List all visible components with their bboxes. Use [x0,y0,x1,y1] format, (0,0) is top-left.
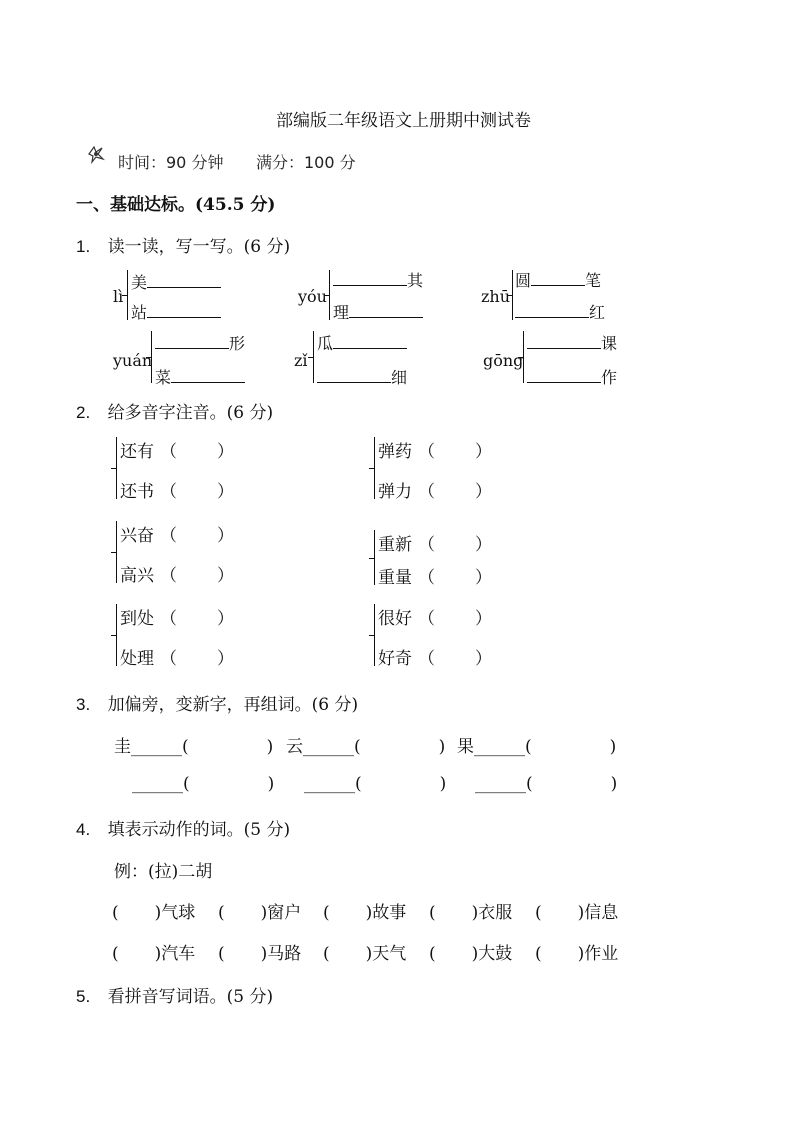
word-item: 瓜 [317,331,407,354]
question-3-title [76,690,358,715]
brace [313,331,314,383]
radical-item: ______( ) [304,774,447,794]
page-title: 部编版二年级语文上册期中测试卷 [276,111,531,131]
question-number: 5. [76,987,91,1006]
polyphone-item: 处理 （ ） [120,649,234,669]
word-item: 菜 [155,365,245,388]
word-item: 其 [333,268,423,291]
polyphone-item: 弹力 （ ） [378,482,492,502]
polyphone-item: 高兴 （ ） [120,566,234,586]
pinyin-label: lì [113,287,124,306]
question-label: 读一读，写一写。(6 分) [107,237,291,257]
question-number: 2. [76,403,91,422]
pinyin-label: zǐ [294,351,308,370]
word-item: 红 [515,300,605,323]
radical-item: ______( ) [132,774,275,794]
question-2-title [76,398,273,423]
polyphone-item: 兴奋 （ ） [120,526,234,546]
brace [374,530,375,585]
question-label: 看拼音写词语。(5 分) [107,987,274,1007]
radical-item: 云______( ) [286,737,446,757]
word-item: 圆 笔 [515,271,602,290]
word-item: 站 [131,300,221,323]
question-label: 填表示动作的词。(5 分) [107,820,291,840]
pinyin-label: yuán [113,351,153,370]
verb-item: ( )天气 [323,944,407,964]
word-item: 作 [527,365,617,388]
word-item: 理 [333,300,423,323]
question-number: 3. [76,695,91,714]
verb-item: ( )汽车 [112,944,196,964]
brace [523,331,524,383]
verb-item: ( )作业 [535,944,619,964]
section-heading: 一、基础达标。(45.5 分) [76,195,276,215]
pinyin-label: zhū [481,287,511,306]
radical-item: 果______( ) [457,737,617,757]
brace [329,270,330,320]
verb-item: ( )故事 [323,903,407,923]
word-item: 形 [155,331,245,354]
radical-item: 圭______( ) [114,737,274,757]
verb-item: ( )衣服 [429,903,513,923]
brace [116,437,117,499]
question-label: 给多音字注音。(6 分) [107,403,274,423]
polyphone-item: 还有 （ ） [120,442,234,462]
verb-item: ( )气球 [112,903,196,923]
polyphone-item: 弹药 （ ） [378,442,492,462]
pinyin-label: yóu [298,287,327,306]
brace [151,331,152,383]
decorative-icon [86,144,106,168]
question-label: 加偏旁，变新字，再组词。(6 分) [107,695,359,715]
verb-item: ( )大鼓 [429,944,513,964]
verb-item: ( )马路 [218,944,302,964]
brace [374,437,375,499]
radical-item: ______( ) [475,774,618,794]
brace [374,604,375,666]
pinyin-label: gōng [483,351,524,370]
polyphone-item: 到处 （ ） [120,609,234,629]
polyphone-item: 重新 （ ） [378,535,492,555]
polyphone-item: 还书 （ ） [120,482,234,502]
score-label: 满分：100 分 [256,153,356,172]
brace [512,270,513,320]
word-item: 课 [527,331,617,354]
question-4-title [76,815,290,840]
example-text: 例：(拉)二胡 [114,862,213,882]
polyphone-item: 好奇 （ ） [378,649,492,669]
verb-item: ( )信息 [535,903,619,923]
brace [116,521,117,583]
question-1-title [76,232,290,257]
brace [127,270,128,320]
time-label: 时间：90 分钟 [118,153,224,172]
word-item: 美 [131,270,221,293]
polyphone-item: 重量 （ ） [378,568,492,588]
polyphone-item: 很好 （ ） [378,609,492,629]
question-5-title [76,982,273,1007]
question-number: 1. [76,237,91,256]
brace [116,604,117,666]
question-number: 4. [76,820,91,839]
verb-item: ( )窗户 [218,903,302,923]
word-item: 细 [317,365,407,388]
